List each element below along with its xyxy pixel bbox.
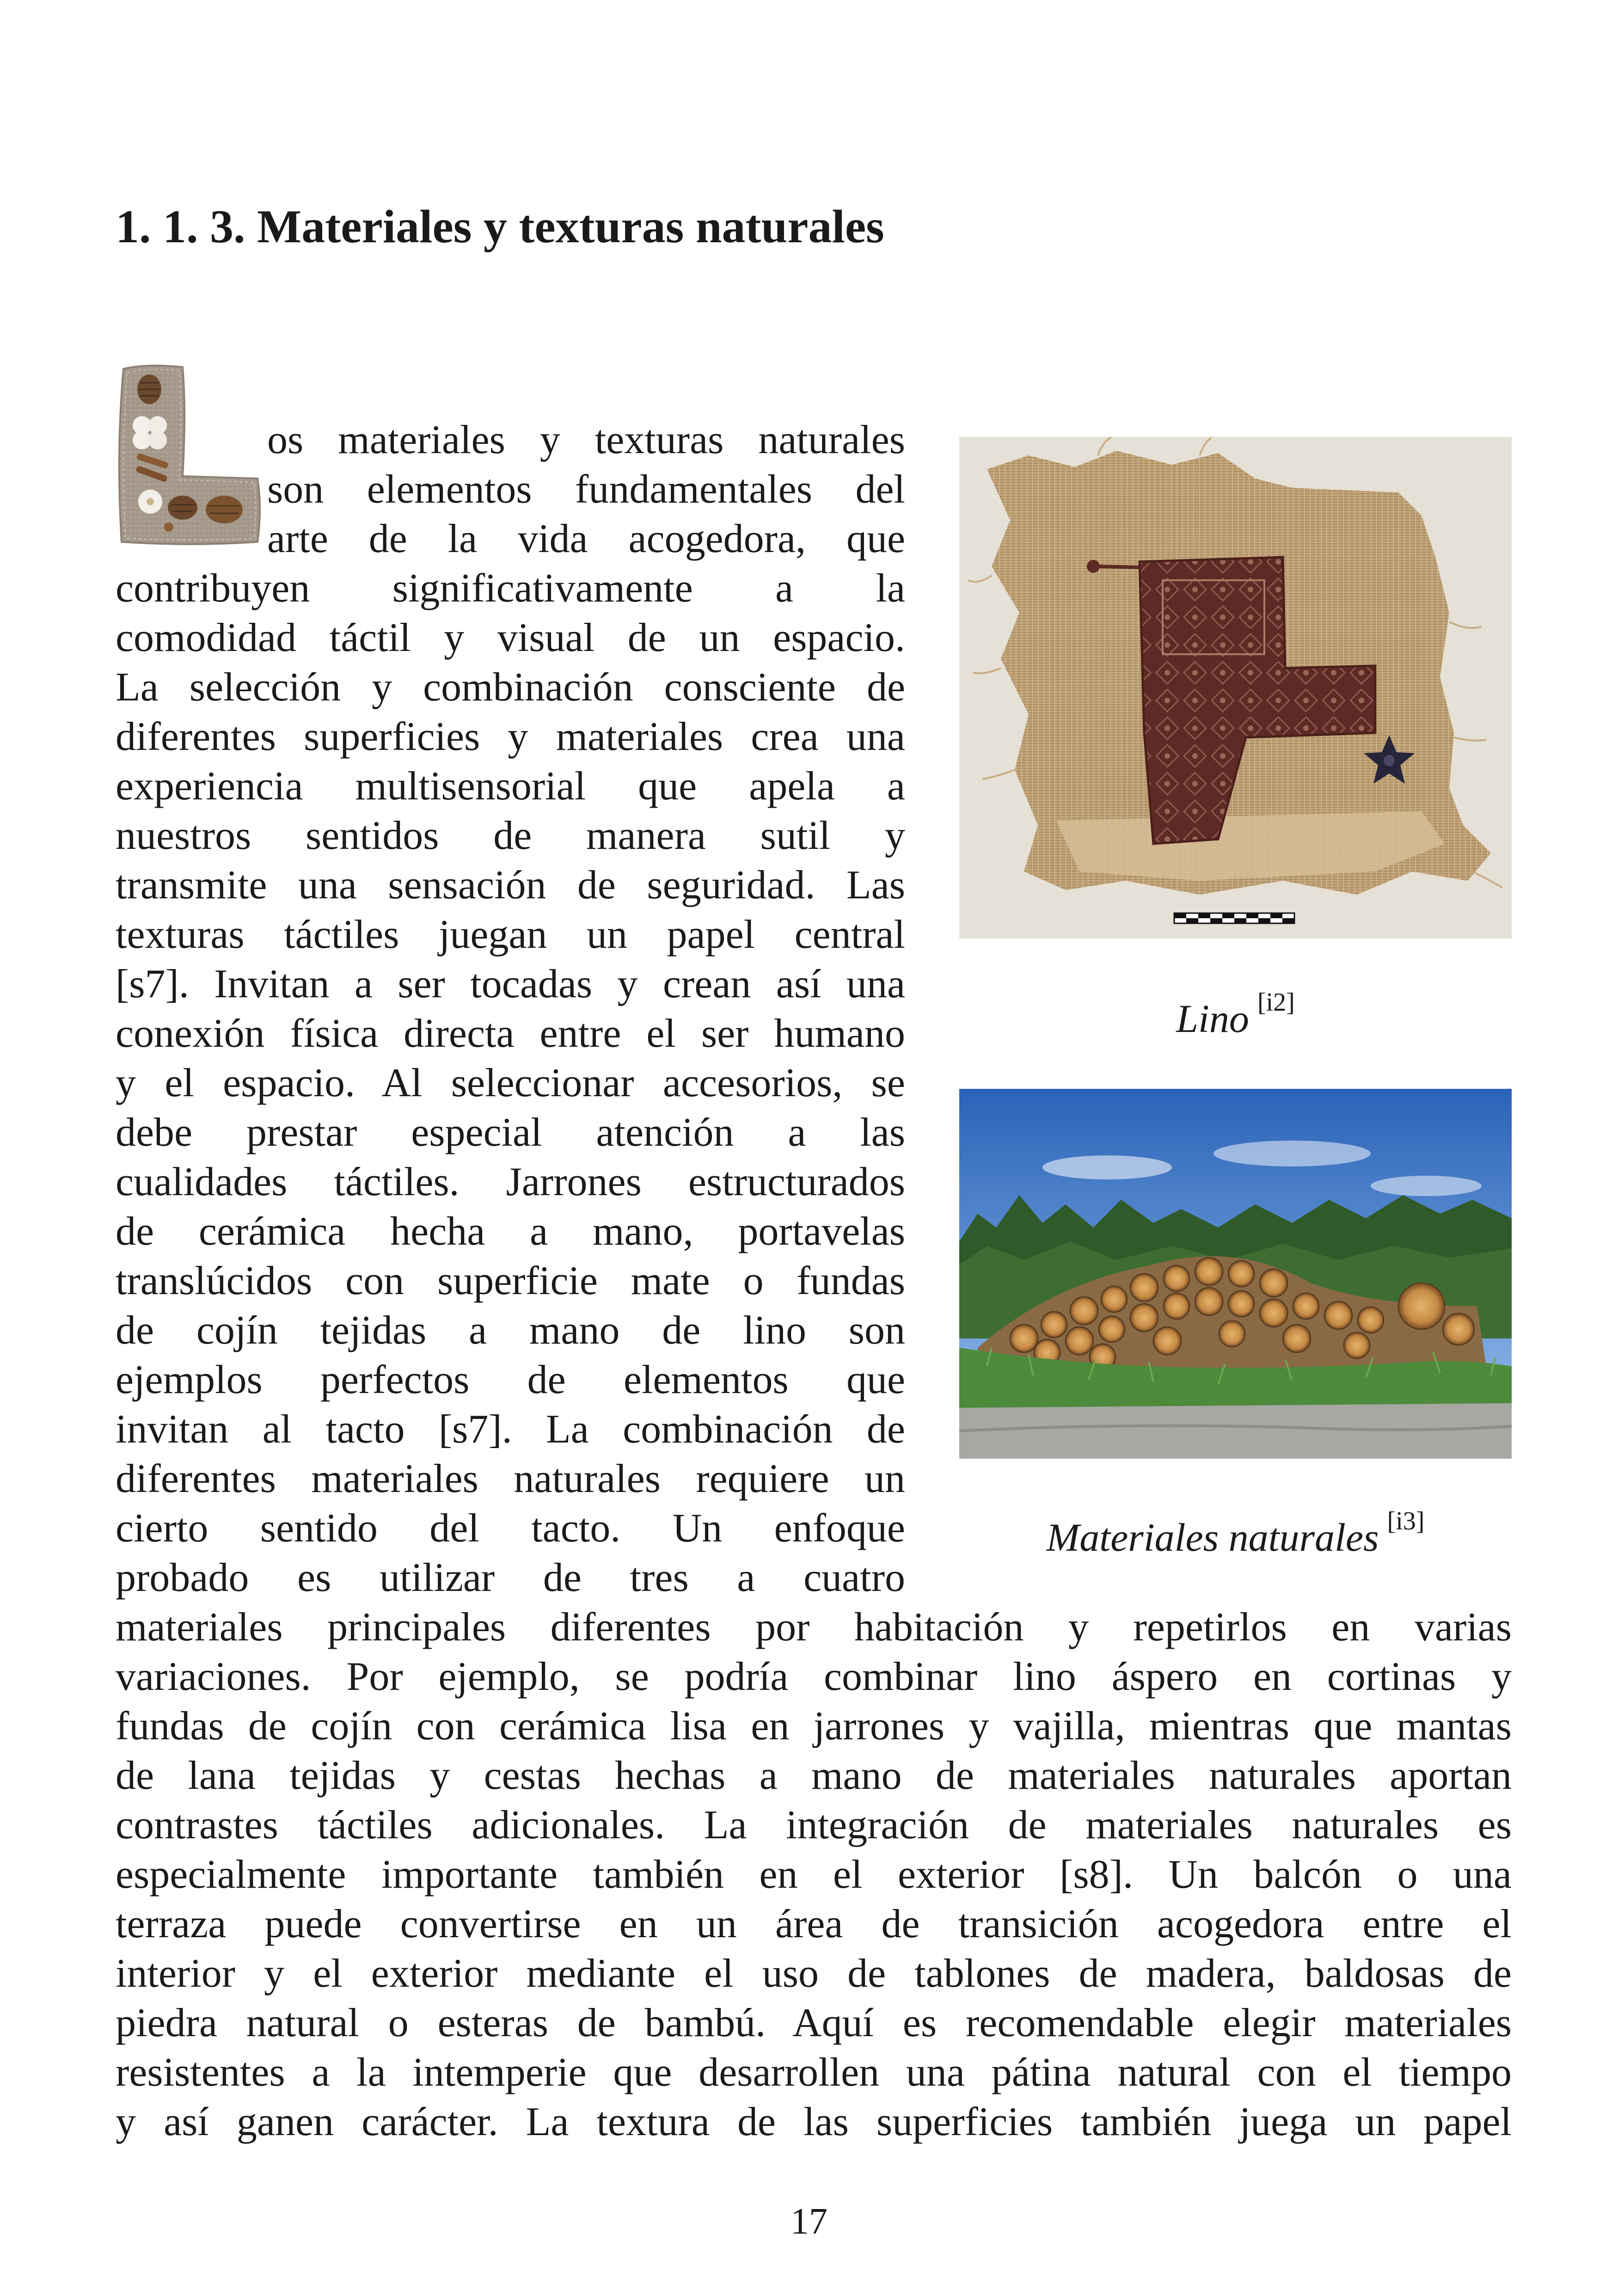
body-line: variaciones. Por ejemplo, se podría combinar lino áspero en cortinas y [116, 1654, 1512, 1699]
body-line: [s7]. Invitan a ser tocadas y crean así una [116, 962, 905, 1007]
caption-text: Materiales naturales [1046, 1515, 1379, 1559]
body-line: nuestros sentidos de manera sutil y [116, 813, 905, 858]
body-line: experiencia multisensorial que apela a [116, 764, 905, 809]
figure-caption-materiales [959, 1508, 1512, 1557]
body-line: y el espacio. Al seleccionar accesorios, se [116, 1061, 905, 1105]
body-line: ejemplos perfectos de elementos que [116, 1357, 905, 1402]
body-line: transmite una sensación de seguridad. Las [116, 863, 905, 908]
body-line: comodidad táctil y visual de un espacio. [116, 615, 905, 660]
body-line: La selección y combinación consciente de [116, 665, 905, 710]
body-line: de cojín tejidas a mano de lino son [116, 1308, 905, 1353]
body-line: texturas táctiles juegan un papel central [116, 912, 905, 957]
body-line: conexión física directa entre el ser humano [116, 1011, 905, 1056]
body-line: contrastes táctiles adicionales. La integración de materiales naturales es [116, 1803, 1512, 1848]
linen-textile-image [959, 437, 1512, 939]
body-line: interior y el exterior mediante el uso de tablones de madera, baldosas de [116, 1951, 1512, 1996]
body-line: de cerámica hecha a mano, portavelas [116, 1209, 905, 1254]
body-line: fundas de cojín con cerámica lisa en jarrones y vajilla, mientras que mantas [116, 1704, 1512, 1749]
decorative-felt-letter-l-icon [113, 361, 266, 550]
body-line: son elementos fundamentales del [267, 467, 905, 512]
body-line: cierto sentido del tacto. Un enfoque [116, 1506, 905, 1551]
body-line: especialmente importante también en el exterior [s8]. Un balcón o una [116, 1852, 1512, 1897]
body-line: invitan al tacto [s7]. La combinación de [116, 1407, 905, 1452]
body-line: debe prestar especial atención a las [116, 1110, 905, 1155]
caption-text: Lino [1176, 996, 1249, 1041]
body-line: os materiales y texturas naturales [267, 417, 905, 462]
body-line: y así ganen carácter. La textura de las superficies también juega un papel [116, 2100, 1512, 2144]
body-line: diferentes superficies y materiales crea una [116, 714, 905, 759]
body-line: diferentes materiales naturales requiere un [116, 1456, 905, 1501]
body-line: resistentes a la intemperie que desarrollen una pátina natural con el tiempo [116, 2050, 1512, 2095]
image-reference: [i3] [1387, 1507, 1425, 1535]
body-line: terraza puede convertirse en un área de transición acogedora entre el [116, 1902, 1512, 1946]
body-line: probado es utilizar de tres a cuatro [116, 1555, 905, 1600]
body-line: materiales principales diferentes por habitación y repetirlos en varias [116, 1605, 1512, 1650]
body-line: translúcidos con superficie mate o fundas [116, 1259, 905, 1303]
body-line: arte de la vida acogedora, que [267, 516, 905, 561]
body-line: cualidades táctiles. Jarrones estructurados [116, 1160, 905, 1204]
body-line: contribuyen significativamente a la [116, 566, 905, 611]
body-line: piedra natural o esteras de bambú. Aquí es recomendable elegir materiales [116, 2001, 1512, 2045]
body-line: de lana tejidas y cestas hechas a mano de materiales naturales aportan [116, 1753, 1512, 1798]
image-reference: [i2] [1257, 988, 1295, 1017]
stacked-logs-image [959, 1089, 1512, 1459]
page-number: 17 [791, 2201, 827, 2242]
section-heading: 1. 1. 3. Materiales y texturas naturales [116, 201, 884, 253]
figure-caption-lino [959, 988, 1512, 1041]
